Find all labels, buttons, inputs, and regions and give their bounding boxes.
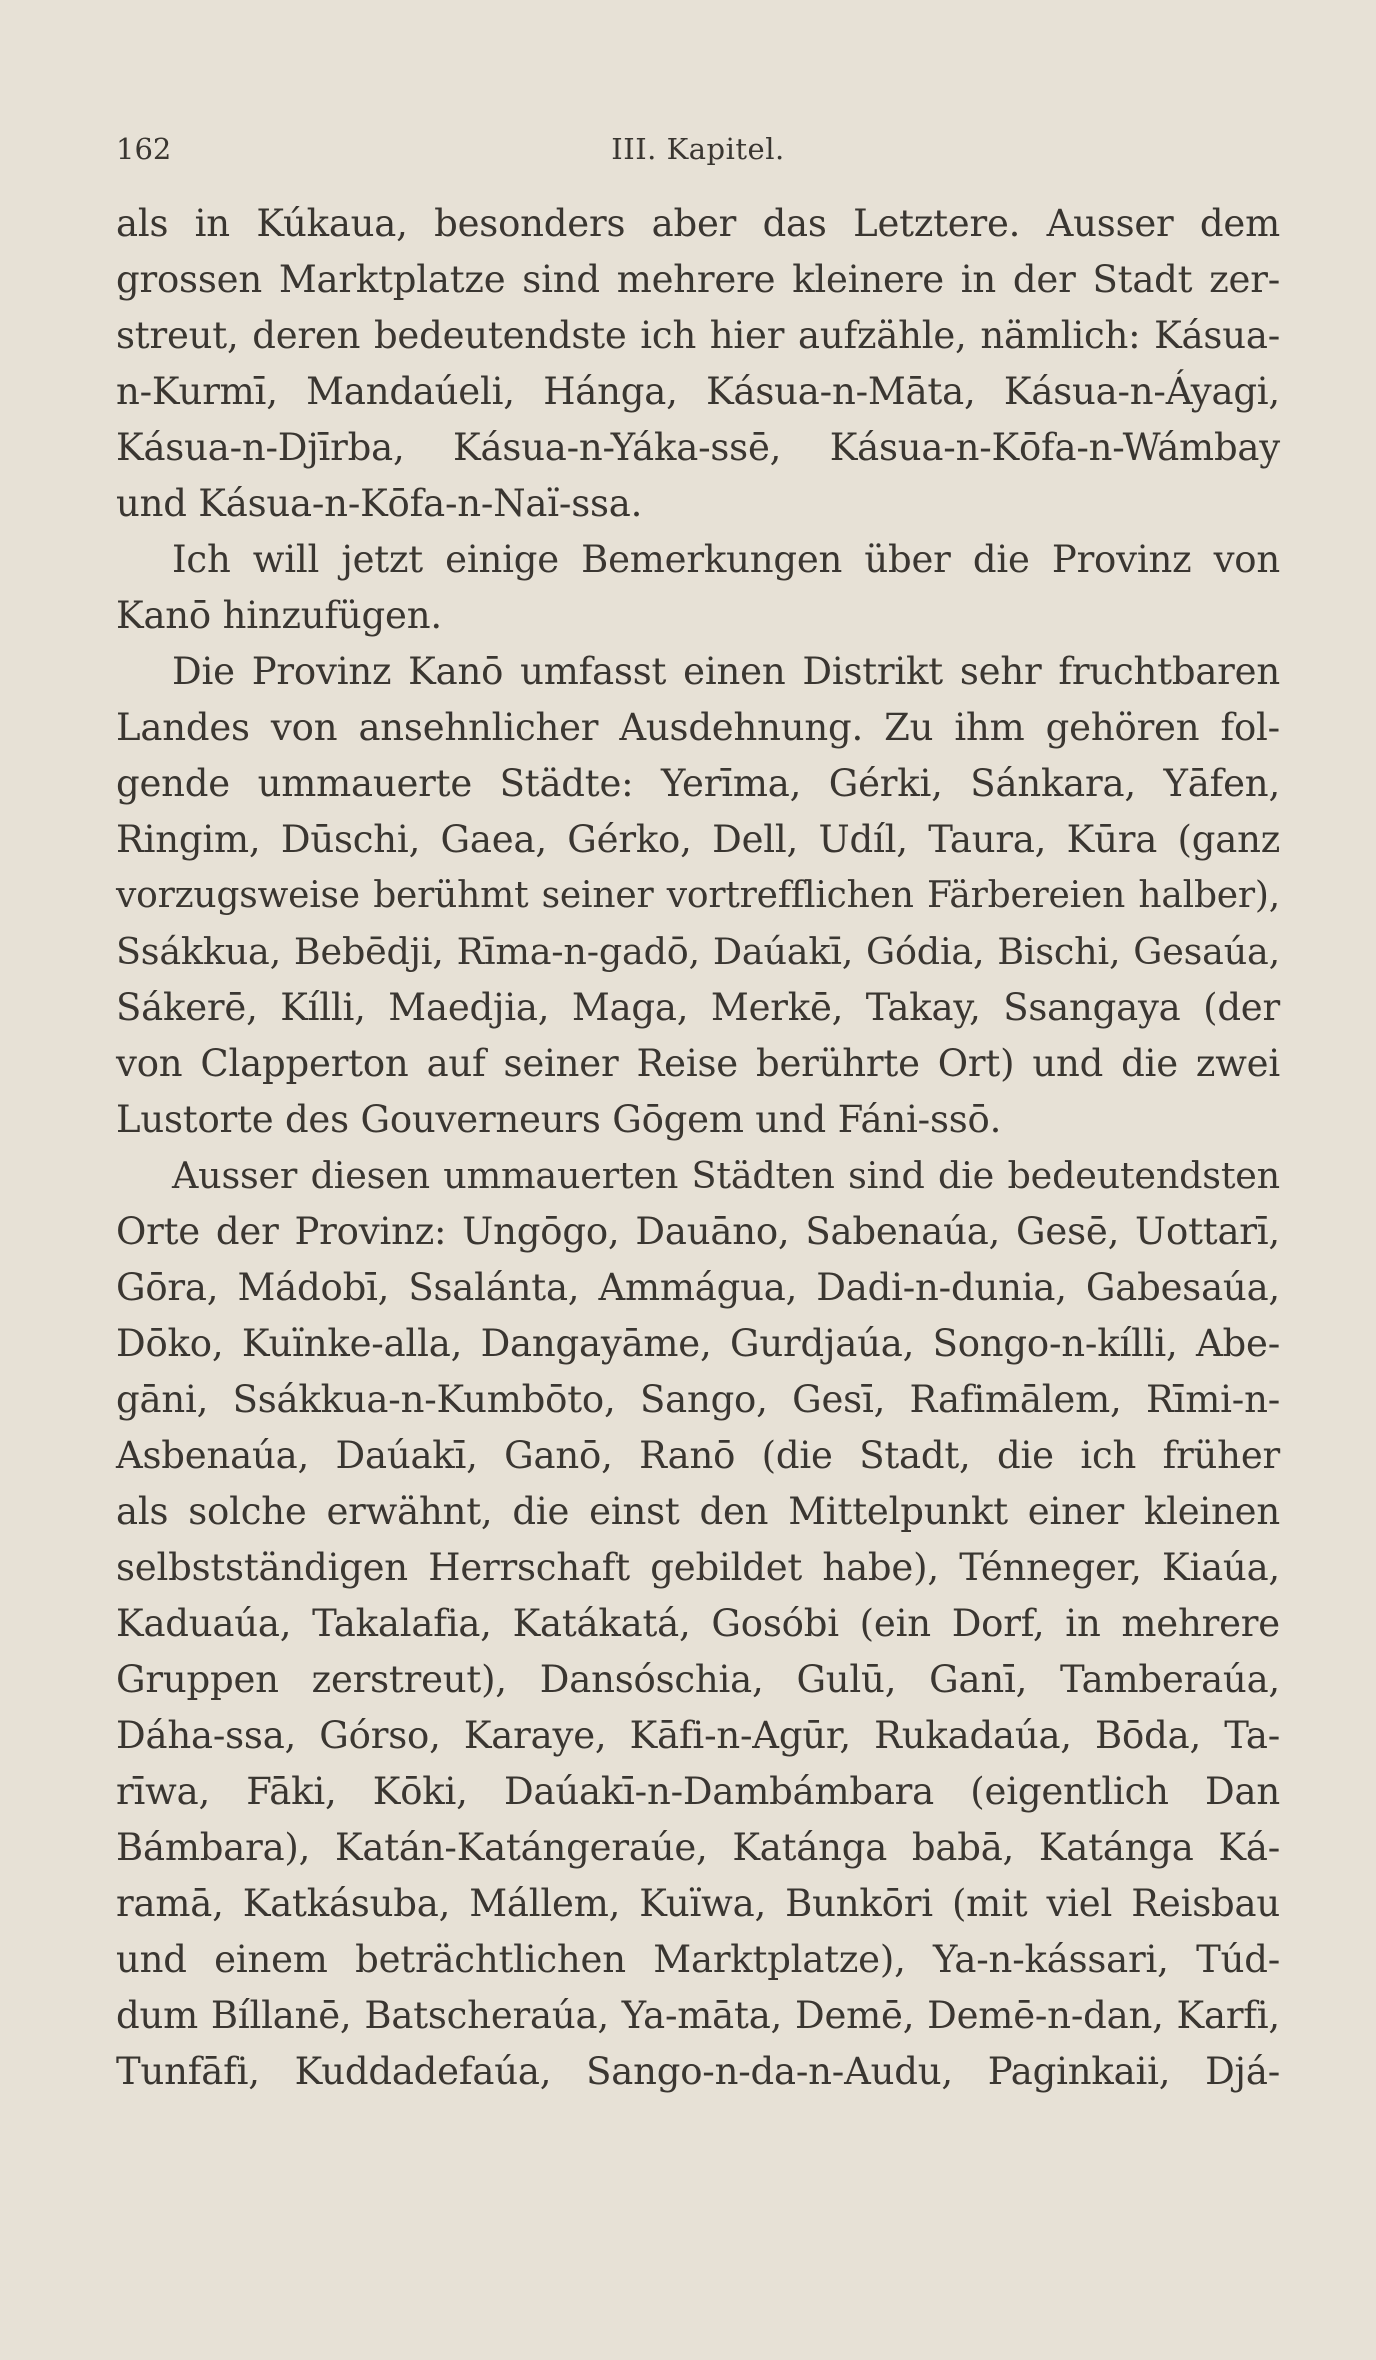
text-line: selbstständigen Herrschaft gebildet habe), Ténneger, Kiaúa, [116, 1546, 1280, 1589]
text-line: Sákerē, Kílli, Maedjia, Maga, Merkē, Takay, Ssangaya (der [116, 986, 1280, 1029]
text-line: Kaduaúa, Takalafia, Katákatá, Gosóbi (ein Dorf, in mehrere [116, 1602, 1280, 1645]
text-line: rīwa, Fāki, Kōki, Daúakī-n-Dambámbara (eigentlich Dan [116, 1770, 1280, 1813]
text-line: Gruppen zerstreut), Dansóschia, Gulū, Ganī, Tamberaúa, [116, 1658, 1280, 1701]
text-line: Landes von ansehnlicher Ausdehnung. Zu ihm gehören fol- [116, 706, 1280, 749]
text-line: grossen Marktplatze sind mehrere kleinere in der Stadt zer- [116, 258, 1280, 301]
text-line: Orte der Provinz: Ungōgo, Dauāno, Sabenaúa, Gesē, Uottarī, [116, 1210, 1280, 1253]
text-line: von Clapperton auf seiner Reise berührte Ort) und die zwei [116, 1042, 1280, 1085]
text-line: als solche erwähnt, die einst den Mittelpunkt einer kleinen [116, 1490, 1280, 1533]
running-head [116, 128, 1280, 170]
text-line: Kanō hinzufügen. [116, 594, 442, 637]
text-line: Asbenaúa, Daúakī, Ganō, Ranō (die Stadt, die ich früher [116, 1434, 1280, 1477]
text-line: Gōra, Mádobī, Ssalánta, Ammágua, Dadi-n-dunia, Gabesaúa, [116, 1266, 1280, 1309]
text-line: Lustorte des Gouverneurs Gōgem und Fáni-ssō. [116, 1098, 1002, 1141]
text-line: Dōko, Kuïnke-alla, Dangayāme, Gurdjaúa, Songo-n-kílli, Abe- [116, 1322, 1280, 1365]
text-line: Ringim, Dūschi, Gaea, Gérko, Dell, Udíl, Taura, Kūra (ganz [116, 818, 1280, 861]
text-line: Dáha-ssa, Górso, Karaye, Kāfi-n-Agūr, Rukadaúa, Bōda, Ta- [116, 1714, 1280, 1757]
chapter-title: III. Kapitel. [611, 132, 785, 166]
paragraph-start-line: Ich will jetzt einige Bemerkungen über die Provinz von [172, 538, 1280, 581]
text-line: als in Kúkaua, besonders aber das Letztere. Ausser dem [116, 202, 1280, 245]
text-line: n-Kurmī, Mandaúeli, Hánga, Kásua-n-Māta, Kásua-n-Áyagi, [116, 370, 1280, 413]
text-line: vorzugsweise berühmt seiner vortrefflichen Färbereien halber), [116, 875, 1280, 916]
text-line: Tunfāfi, Kuddadefaúa, Sango-n-da-n-Audu, Paginkaii, Djá- [116, 2050, 1280, 2093]
text-line: Bámbara), Katán-Katángeraúe, Katánga babā, Katánga Ká- [116, 1826, 1280, 1869]
text-line: dum Bíllanē, Batscheraúa, Ya-māta, Demē, Demē-n-dan, Karfi, [116, 1994, 1280, 2037]
text-line: ramā, Katkásuba, Mállem, Kuïwa, Bunkōri (mit viel Reisbau [116, 1882, 1280, 1925]
text-line: und einem beträchtlichen Marktplatze), Ya-n-kássari, Túd- [116, 1938, 1280, 1981]
page-number: 162 [116, 132, 172, 166]
text-line: Kásua-n-Djīrba, Kásua-n-Yáka-ssē, Kásua-n-Kōfa-n-Wámbay [116, 426, 1280, 469]
text-line: streut, deren bedeutendste ich hier aufzähle, nämlich: Kásua- [116, 314, 1280, 357]
text-line: gāni, Ssákkua-n-Kumbōto, Sango, Gesī, Rafimālem, Rīmi-n- [116, 1378, 1280, 1421]
text-line: Ssákkua, Bebēdji, Rīma-n-gadō, Daúakī, Gódia, Bischi, Gesaúa, [116, 930, 1280, 973]
paragraph-start-line: Die Provinz Kanō umfasst einen Distrikt sehr fruchtbaren [172, 650, 1280, 693]
paragraph-start-line: Ausser diesen ummauerten Städten sind die bedeutendsten [172, 1154, 1280, 1197]
text-line: und Kásua-n-Kōfa-n-Naï-ssa. [116, 482, 643, 525]
body-text [116, 196, 1280, 2100]
text-line: gende ummauerte Städte: Yerīma, Gérki, Sánkara, Yāfen, [116, 762, 1280, 805]
